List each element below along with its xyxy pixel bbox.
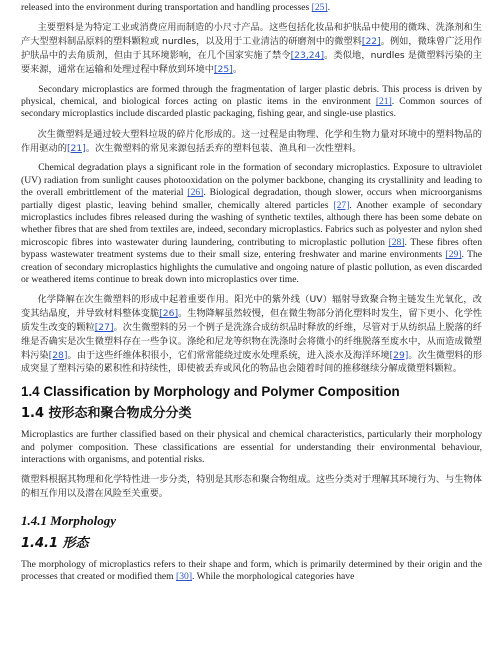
citation-link[interactable]: [27] [94,322,114,334]
paragraph-en-secondary: Secondary microplastics are formed through the fragmentation of larger plastic debris. This process is driven by physical, chemical, and biological forces acting on plastic items in the environment [21]. Common sources of secondary microplastics include discarded plastic packaging, fishing gear, and single-use plastics. [21,83,482,120]
subsection-heading-en: 1.4.1 Morphology [21,513,116,529]
citation-link[interactable]: [25] [213,63,233,75]
subsection-heading-zh: 1.4.1 形态 [21,536,89,552]
citation-link[interactable]: [25] [311,2,328,13]
citation-link[interactable]: [23,24] [290,50,325,61]
section-heading-en: 1.4 Classification by Morphology and Polymer Composition [21,384,400,400]
section-heading-zh: 1.4 按形态和聚合物成分分类 [21,406,192,422]
citation-link[interactable]: [22] [361,36,381,48]
paragraph-zh-primary: 主要塑料是为特定工业或消费应用而制造的小尺寸产品。这些包括化妆品和护肤品中使用的微珠、洗涤剂和生产大型塑料制品原料的塑料颗粒或 nurdles，以及用于工业清洁的研磨剂中的微塑料[22]。例如，微珠曾广泛用作护肤品中的去角质剂，但由于其环境影响，在几个国家实施了禁令[23,24]。类似地，nurdles 是微塑料污染的主要来源，通常在运输和处理过程中释放到环境中[25]。 [21,22,483,75]
paragraph-en-degradation: Chemical degradation plays a significant role in the formation of secondary microplastics. Exposure to ultraviolet (UV) radiation from sunlight causes photooxidation on the polymer backbone, changing its crystallinity and leading to the overall embrittlement of the material [26]. Biological degradation, though slower, occurs when microorganisms partially digest plastic, leaving behind smaller, chemically altered particles [27]. Another example of secondary microplastics includes fibres released during the washing of synthetic textiles, although there has been some debate on whether fibres that are shed from textiles are, indeed, secondary microplastics. Fabrics such as polyester and nylon shed microscopic fibres into wastewater during laundering, contributing to microplastic pollution [28]. These fibres often bypass wastewater treatment systems due to their small size, entering freshwater and marine environments [29]. The creation of secondary microplastics highlights the cumulative and ongoing nature of plastic pollution, as even discarded or weathered items continue to break down into microplastics over time. [21,162,483,286]
citation-link[interactable]: [29] [445,249,462,261]
paragraph-zh-degradation: 化学降解在次生微塑料的形成中起着重要作用。阳光中的紫外线（UV）辐射导致聚合物主链发生光氧化，改变其结晶度，并导致材料整体变脆[26]。生物降解虽然较慢，但在微生物部分消化塑料时发生，留下更小、化学性质发生改变的颗粒[27]。次生微塑料的另一个例子是洗涤合成纺织品时释放的纤维，尽管对于从纺织品上脱落的纤维是否确实是次生微塑料存在一些争议。涤纶和尼龙等织物在洗涤时会将微小的纤维脱落至废水中，从而造成微塑料污染[28]。由于这些纤维体积很小，它们常常能绕过废水处理系统，进入淡水及海洋环境[29]。次生微塑料的形成突显了塑料污染的累积性和持续性，即使被丢弃或风化的物品也会随着时间的推移继续分解成微塑料颗粒。 [21,294,483,375]
citation-link[interactable]: [28] [388,236,405,248]
paragraph-en-morphology: The morphology of microplastics refers to their shape and form, which is primarily determined by their origin and the processes that created or modified them [30]. While the morphological categories have [21,559,482,583]
citation-link[interactable]: [30] [176,571,193,583]
paragraph-en-transport: released into the environment during transportation and handling processes [25]. [21,2,331,13]
paragraph-en-classification: Microplastics are further classified based on their physical and chemical characteristics, particularly their morphology and polymer composition. These classifications are essential for understanding their environmental behaviour, interactions with organisms, and potential risks. [21,429,482,466]
paragraph-zh-classification: 微塑料根据其物理和化学特性进一步分类，特别是其形态和聚合物组成。这些分类对于理解其环境行为、与生物体的相互作用以及潜在风险至关重要。 [21,474,482,500]
citation-link[interactable]: [21] [66,142,86,154]
citation-link[interactable]: [26] [159,308,179,320]
citation-link[interactable]: [28] [48,349,68,361]
citation-link[interactable]: [27] [333,199,350,211]
paragraph-zh-secondary: 次生微塑料是通过较大塑料垃圾的碎片化形成的。这一过程是由物理、化学和生物力量对环境中的塑料物品的作用驱动的[21]。次生微塑料的常见来源包括丢弃的塑料包装、渔具和一次性塑料。 [21,128,482,154]
citation-link[interactable]: [26] [187,187,204,199]
citation-link[interactable]: [29] [389,349,409,361]
citation-link[interactable]: [21] [375,96,392,107]
